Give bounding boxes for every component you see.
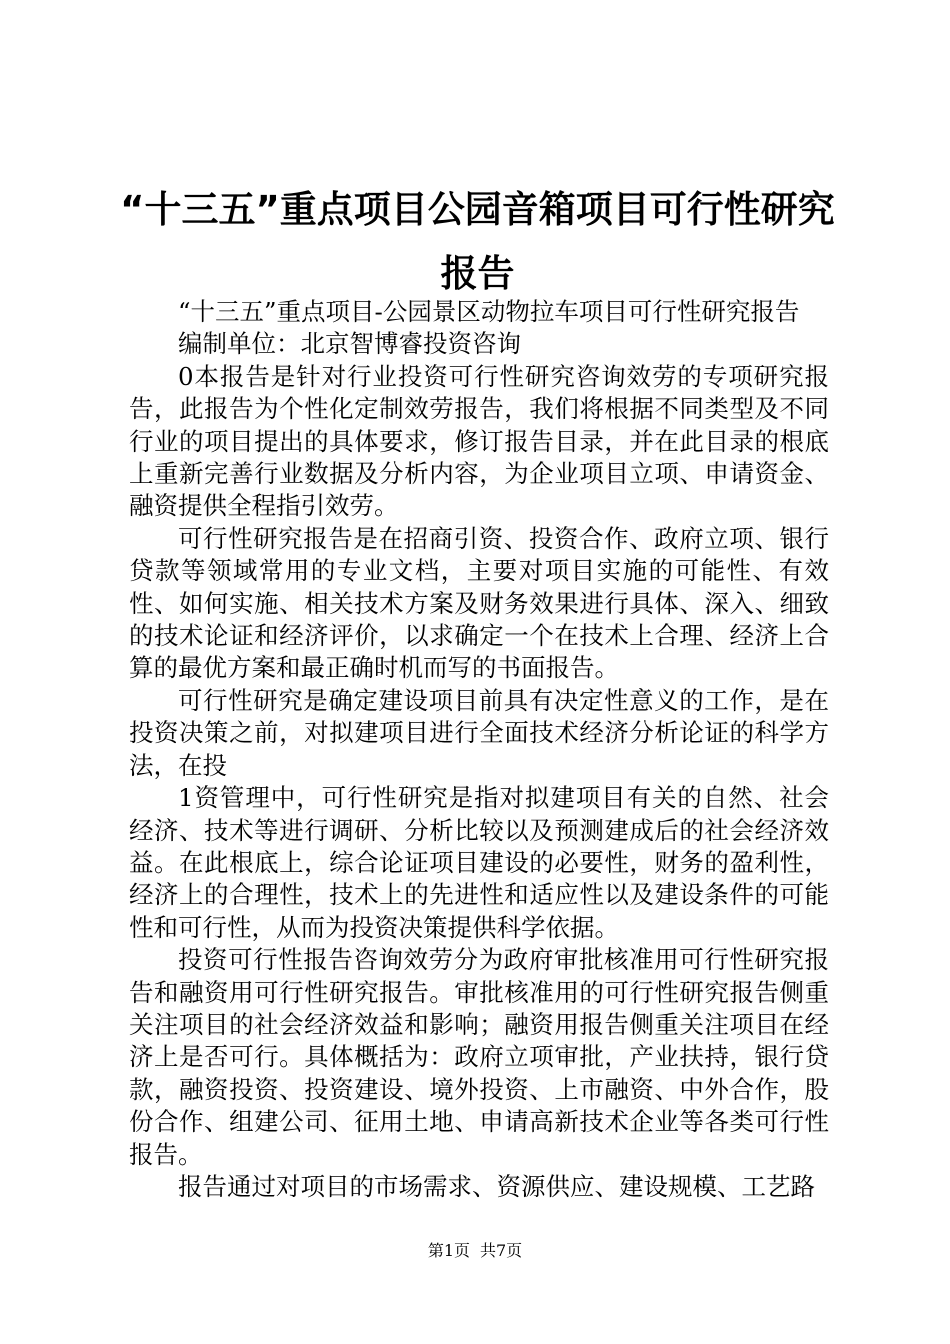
paragraph-management: 1资管理中，可行性研究是指对拟建项目有关的自然、社会经济、技术等进行调研、分析比较以及预测建成后的社会经济效益。在此根底上，综合论证项目建设的必要性，财务的盈利性，经济上的合理性，技术上的先进性和适应性以及建设条件的可能性和可行性，从而为投资决策提供科学依据。 — [129, 783, 829, 942]
paragraph-intro: 0本报告是针对行业投资可行性研究咨询效劳的专项研究报告，此报告为个性化定制效劳报告，我们将根据不同类型及不同行业的项目提出的具体要求，修订报告目录，并在此目录的根底上重新完善行业数据及分析内容，为企业项目立项、申请资金、融资提供全程指引效劳。 — [129, 361, 829, 521]
paragraph-importance: 可行性研究是确定建设项目前具有决定性意义的工作，是在投资决策之前，对拟建项目进行全面技术经济分析论证的科学方法，在投 — [129, 685, 829, 780]
document-body — [129, 296, 829, 1203]
page-number: 第1页 — [427, 1241, 470, 1260]
paragraph-definition: 可行性研究报告是在招商引资、投资合作、政府立项、银行贷款等领域常用的专业文档，主要对项目实施的可能性、有效性、如何实施、相关技术方案及财务效果进行具体、深入、细致的技术论证和经济评价，以求确定一个在技术上合理、经济上合算的最优方案和最正确时机而写的书面报告。 — [129, 523, 829, 683]
page-total: 共7页 — [480, 1241, 523, 1260]
paragraph-service-types: 投资可行性报告咨询效劳分为政府审批核准用可行性研究报告和融资用可行性研究报告。审批核准用的可行性研究报告侧重关注项目的社会经济效益和影响；融资用报告侧重关注项目在经济上是否可行。具体概括为：政府立项审批，产业扶持，银行贷款，融资投资、投资建设、境外投资、上市融资、中外合作，股份合作、组建公司、征用土地、申请高新技术企业等各类可行性报告。 — [129, 945, 829, 1169]
paragraph-subtitle: “十三五”重点项目-公园景区动物拉车项目可行性研究报告 — [178, 297, 800, 326]
document-title: “十三五”重点项目公园音箱项目可行性研究报告 — [120, 188, 835, 295]
page-footer — [0, 1240, 950, 1262]
paragraph-compiler: 编制单位：北京智博睿投资咨询 — [178, 329, 521, 359]
paragraph-analysis: 报告通过对项目的市场需求、资源供应、建设规模、工艺路 — [178, 1171, 815, 1201]
